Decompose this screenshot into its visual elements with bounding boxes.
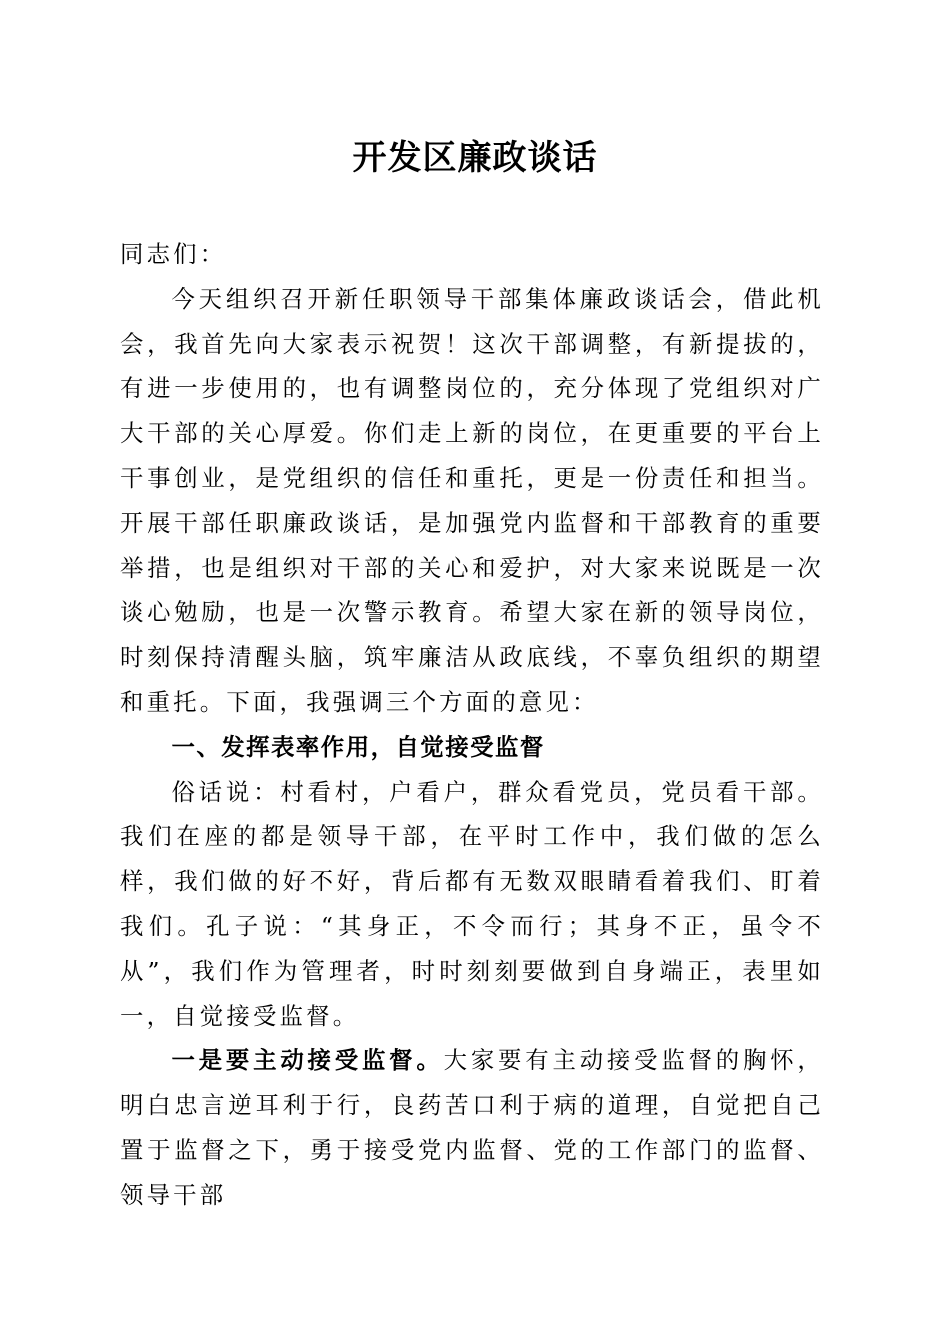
document-title: 开发区廉政谈话: [352, 138, 598, 178]
document-body: [120, 232, 824, 1218]
paragraph-supervision: [120, 1038, 824, 1217]
section-heading-1: 一、发挥表率作用，自觉接受监督: [171, 732, 545, 761]
paragraph-lead-phrase: 一是要主动接受监督。: [171, 1046, 444, 1075]
paragraph-proverb: 俗话说：村看村，户看户，群众看党员，党员看干部。我们在座的都是领导干部，在平时工作中，我们做的怎么样，我们做的好不好，背后都有无数双眼睛看着我们、盯着我们。孔子说：“其身正，不令而行；其身不正，虽令不从”，我们作为管理者，时时刻刻要做到自身端正，表里如一，自觉接受监督。: [120, 777, 824, 1030]
paragraph-supervision-text: 大家要有主动接受监督的胸怀，明白忠言逆耳利于行，良药苦口利于病的道理，自觉把自己置于监督之下，勇于接受党内监督、党的工作部门的监督、领导干部: [120, 1046, 824, 1209]
paragraph-intro: 今天组织召开新任职领导干部集体廉政谈话会，借此机会，我首先向大家表示祝贺！这次干部调整，有新提拔的，有进一步使用的，也有调整岗位的，充分体现了党组织对广大干部的关心厚爱。你们走上新的岗位，在更重要的平台上干事创业，是党组织的信任和重托，更是一份责任和担当。开展干部任职廉政谈话，是加强党内监督和干部教育的重要举措，也是组织对干部的关心和爱护，对大家来说既是一次谈心勉励，也是一次警示教育。希望大家在新的领导岗位，时刻保持清醒头脑，筑牢廉洁从政底线，不辜负组织的期望和重托。下面，我强调三个方面的意见：: [120, 284, 824, 716]
salutation: 同志们：: [120, 240, 227, 268]
